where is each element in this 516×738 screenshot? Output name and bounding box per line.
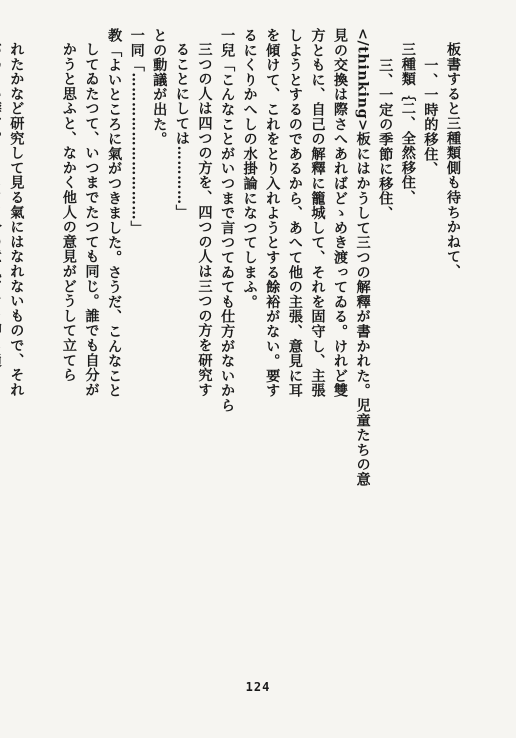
text-line: 三、一定の季節に移住、 <box>377 58 394 221</box>
text-line: 一、一時的移住、 <box>422 58 439 177</box>
text-line: しようとするのであるから、あへて他の主張、意見に耳 <box>286 28 303 398</box>
page-number: 124 <box>245 680 271 694</box>
text-line: 教「よいところに氣がつきました。さうだ、こんなこと <box>106 28 123 398</box>
text-line: 一同「…………………………」 <box>128 28 145 236</box>
text-line: かうと思ふと、なかく他人の意見がどうして立てら <box>60 42 77 383</box>
vertical-text-body <box>8 28 464 678</box>
text-line <box>0 28 5 678</box>
text-line: を傾けて、これをとり入れようとする餘裕がない。要す <box>264 28 281 398</box>
text-line: 見の交換は際さへあればどゝめき渡ってゐる。けれど雙 <box>332 28 349 398</box>
text-line: </thinking>板にはかうして三つの解釋が書かれた。児童たちの意 <box>354 28 371 487</box>
text-line: との動議が出た。 <box>151 28 168 147</box>
text-line: してゐたつて、いつまでたつても同じ。誰でも自分が <box>83 42 100 398</box>
text-line: るにくりかへしの水掛論になつてしまふ。 <box>241 28 258 310</box>
text-line: 方ともに、自己の解釋に籠城して、それを固守し、主張 <box>309 28 326 398</box>
column-gap <box>27 28 57 678</box>
text-line: 三つの人は四つの方を、四つの人は三つの方を研究す <box>196 42 213 398</box>
text-line: 板書すると三種類側も待ちかねて、 <box>445 42 461 279</box>
text-line: ることにしては…………」 <box>173 42 190 220</box>
text-line: れたかなど研究して見る氣にはなれないもので、それ <box>8 42 25 398</box>
text-line: 三種類｛二、全然移住、 <box>399 42 416 205</box>
text-line: 一兒「こんなことがいつまで言つてゐても仕方がないから <box>219 28 236 413</box>
